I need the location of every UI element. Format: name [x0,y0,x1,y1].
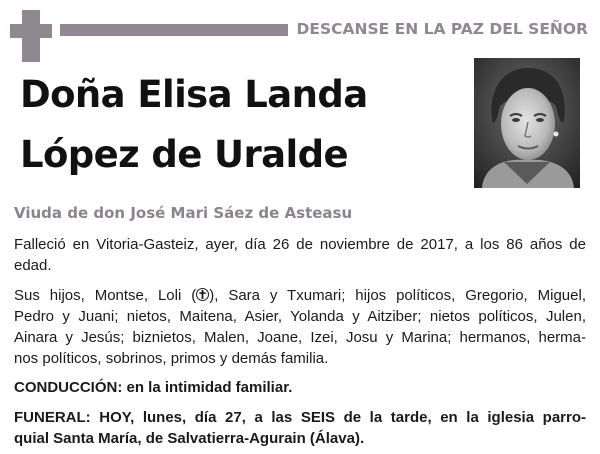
funeral-line-1: FUNERAL: HOY, lunes, día 27, a las SEIS de la tarde, en la iglesia parro- [14,409,586,426]
deceased-name-line-2: López de Uralde [20,133,348,176]
death-notice-line-2: edad. [14,257,52,274]
header-title: DESCANSE EN LA PAZ DEL SEÑOR [296,20,588,38]
family-paragraph [14,285,586,369]
funeral-paragraph [14,407,586,449]
family-line-1-start: Sus hijos, Montse, Loli ( [14,287,197,304]
death-notice-paragraph [14,234,586,276]
deceased-name-line-1: Doña Elisa Landa [20,73,368,116]
family-line-4: nos políticos, sobrinos, primos y demás familia. [14,350,329,367]
deceased-subtitle: Viuda de don José Mari Sáez de Asteasu [14,204,353,222]
family-line-2: Pedro y Juani; nietos, Maitena, Asier, Yolanda y Aitziber; nietos políticos, Julen, [14,308,586,325]
deceased-portrait-photo [474,58,580,188]
header-band [60,24,288,36]
funeral-line-2: quial Santa María, de Salvatierra-Agurain (Álava). [14,430,365,447]
conduccion-paragraph [14,377,586,398]
family-line-1 [14,285,586,306]
memorial-cross-icon [196,287,209,302]
family-line-1-end: ), Sara y Txumari; hijos políticos, Gregorio, Miguel, [209,287,586,304]
conduccion-text: CONDUCCIÓN: en la intimidad familiar. [14,379,293,396]
family-line-3: Ainara y Jesús; biznietos, Malen, Joane, Izei, Josu y Marina; hermanos, herma- [14,329,586,346]
portrait-image [474,58,580,188]
cross-horizontal-bar [10,24,52,38]
death-notice-line-1: Falleció en Vitoria-Gasteiz, ayer, día 26 de noviembre de 2017, a los 86 años de [14,236,586,253]
